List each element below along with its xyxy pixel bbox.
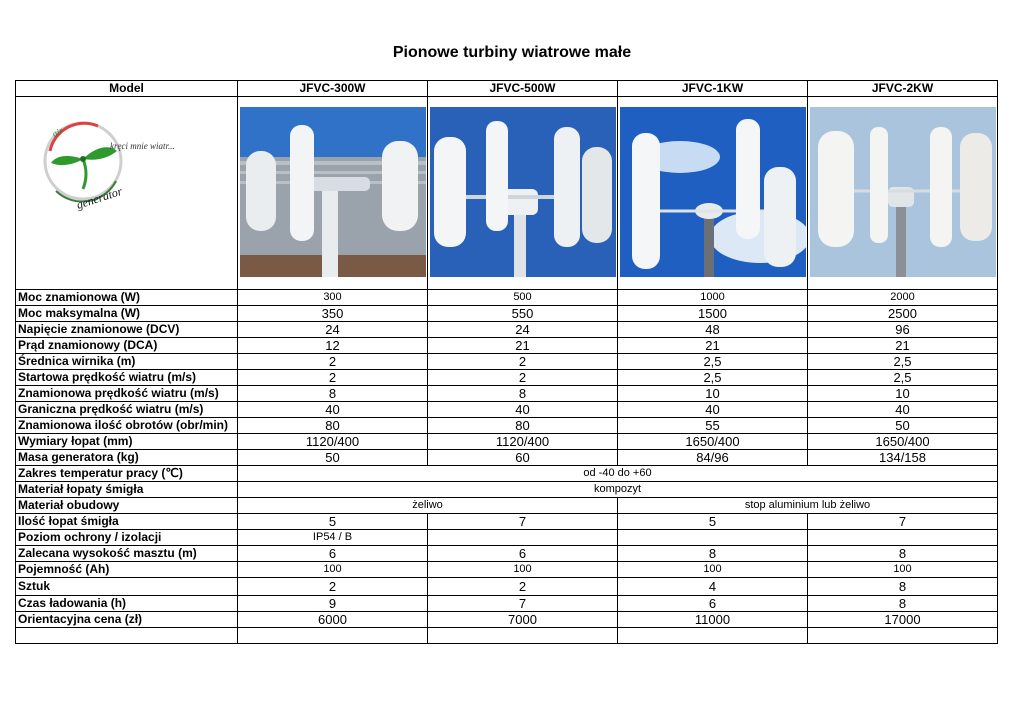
table-row — [16, 434, 998, 450]
table-cell: 2 — [428, 354, 618, 370]
table-cell: 2 — [428, 370, 618, 386]
table-row — [16, 306, 998, 322]
table-row — [16, 450, 998, 466]
turbine-image-2kw — [808, 97, 998, 290]
table-cell: 6 — [238, 546, 428, 562]
table-cell: 4 — [618, 578, 808, 596]
row-label: Sztuk — [16, 578, 238, 596]
row-label: Zakres temperatur pracy (℃) — [16, 466, 238, 482]
table-cell: 5 — [238, 514, 428, 530]
table-cell — [618, 628, 808, 644]
turbine-photo-icon — [620, 107, 806, 277]
table-cell: 10 — [808, 386, 998, 402]
table-cell — [618, 530, 808, 546]
svg-text:generator: generator — [74, 183, 124, 212]
table-cell: 80 — [428, 418, 618, 434]
table-row — [16, 530, 998, 546]
table-cell: 96 — [808, 322, 998, 338]
table-row — [16, 354, 998, 370]
table-cell: 60 — [428, 450, 618, 466]
table-row — [16, 290, 998, 306]
row-label: Zalecana wysokość masztu (m) — [16, 546, 238, 562]
table-cell: 24 — [238, 322, 428, 338]
table-cell: 2 — [238, 578, 428, 596]
table-cell: 7 — [428, 514, 618, 530]
table-cell: 48 — [618, 322, 808, 338]
table-cell: 7000 — [428, 612, 618, 628]
table-cell: 8 — [238, 386, 428, 402]
row-label: Poziom ochrony / izolacji — [16, 530, 238, 546]
table-row — [16, 498, 998, 514]
table-cell: 21 — [808, 338, 998, 354]
svg-text:air: air — [50, 125, 65, 139]
row-label: Znamionowa ilość obrotów (obr/min) — [16, 418, 238, 434]
table-cell: 5 — [618, 514, 808, 530]
svg-text:kręci mnie wiatr...: kręci mnie wiatr... — [110, 141, 175, 151]
table-cell: 24 — [428, 322, 618, 338]
table-cell: 2,5 — [808, 354, 998, 370]
table-cell: 350 — [238, 306, 428, 322]
table-cell — [16, 628, 238, 644]
image-row — [16, 97, 998, 290]
table-cell: 2000 — [808, 290, 998, 306]
table-cell: 9 — [238, 596, 428, 612]
turbine-image-1kw — [618, 97, 808, 290]
header-jfvc-500w: JFVC-500W — [428, 81, 618, 97]
table-row — [16, 402, 998, 418]
table-cell: 2 — [238, 370, 428, 386]
table-cell: 55 — [618, 418, 808, 434]
table-cell: 8 — [808, 578, 998, 596]
table-cell: 40 — [808, 402, 998, 418]
table-row — [16, 578, 998, 596]
row-label: Pojemność (Ah) — [16, 562, 238, 578]
table-cell: 7 — [808, 514, 998, 530]
table-cell: 500 — [428, 290, 618, 306]
table-row — [16, 386, 998, 402]
table-row — [16, 418, 998, 434]
row-label: Orientacyjna cena (zł) — [16, 612, 238, 628]
table-cell: 40 — [428, 402, 618, 418]
row-label: Napięcie znamionowe (DCV) — [16, 322, 238, 338]
logo-cell — [16, 97, 238, 290]
header-jfvc-1kw: JFVC-1KW — [618, 81, 808, 97]
table-cell: kompozyt — [238, 482, 998, 498]
table-cell: 2 — [238, 354, 428, 370]
row-label: Znamionowa prędkość wiatru (m/s) — [16, 386, 238, 402]
table-row — [16, 514, 998, 530]
row-label: Materiał łopaty śmigła — [16, 482, 238, 498]
air-generator-logo — [38, 111, 198, 221]
table-row — [16, 370, 998, 386]
table-cell: 1120/400 — [238, 434, 428, 450]
row-label: Wymiary łopat (mm) — [16, 434, 238, 450]
row-label: Czas ładowania (h) — [16, 596, 238, 612]
table-cell: 50 — [238, 450, 428, 466]
table-cell: 134/158 — [808, 450, 998, 466]
table-cell: 12 — [238, 338, 428, 354]
table-row — [16, 466, 998, 482]
table-cell — [808, 530, 998, 546]
table-cell: 100 — [428, 562, 618, 578]
table-row — [16, 596, 998, 612]
turbine-image-300w — [238, 97, 428, 290]
row-label: Średnica wirnika (m) — [16, 354, 238, 370]
table-cell: 40 — [238, 402, 428, 418]
header-row — [16, 81, 998, 97]
page-title: Pionowe turbiny wiatrowe małe — [392, 44, 632, 61]
header-jfvc-300w: JFVC-300W — [238, 81, 428, 97]
row-label: Graniczna prędkość wiatru (m/s) — [16, 402, 238, 418]
table-cell — [808, 628, 998, 644]
table-cell: 2,5 — [618, 370, 808, 386]
table-cell: 2 — [428, 578, 618, 596]
table-cell: 1000 — [618, 290, 808, 306]
table-cell: 1120/400 — [428, 434, 618, 450]
table-cell: 100 — [618, 562, 808, 578]
table-cell: od -40 do +60 — [238, 466, 998, 482]
table-cell: 40 — [618, 402, 808, 418]
table-row — [16, 546, 998, 562]
table-cell — [428, 530, 618, 546]
table-cell: 8 — [808, 596, 998, 612]
table-cell: stop aluminium lub żeliwo — [618, 498, 998, 514]
table-cell: 6 — [428, 546, 618, 562]
table-row — [16, 322, 998, 338]
table-cell: 84/96 — [618, 450, 808, 466]
table-cell: 100 — [808, 562, 998, 578]
table-cell: żeliwo — [238, 498, 618, 514]
table-cell: 10 — [618, 386, 808, 402]
table-cell — [238, 628, 428, 644]
turbine-photo-icon — [430, 107, 616, 277]
row-label: Materiał obudowy — [16, 498, 238, 514]
row-label: Prąd znamionowy (DCA) — [16, 338, 238, 354]
table-cell: 17000 — [808, 612, 998, 628]
row-label: Masa generatora (kg) — [16, 450, 238, 466]
table-cell: 7 — [428, 596, 618, 612]
table-cell: 550 — [428, 306, 618, 322]
header-model: Model — [16, 81, 238, 97]
table-cell — [428, 628, 618, 644]
table-cell: 2500 — [808, 306, 998, 322]
table-row — [16, 338, 998, 354]
table-cell: 6 — [618, 596, 808, 612]
table-cell: 21 — [428, 338, 618, 354]
table-cell: 6000 — [238, 612, 428, 628]
table-cell: 50 — [808, 418, 998, 434]
turbine-image-500w — [428, 97, 618, 290]
turbine-photo-icon — [810, 107, 996, 277]
table-cell: IP54 / B — [238, 530, 428, 546]
table-cell: 21 — [618, 338, 808, 354]
table-cell: 8 — [618, 546, 808, 562]
row-label: Ilość łopat śmigła — [16, 514, 238, 530]
spec-table — [15, 80, 998, 644]
table-row — [16, 562, 998, 578]
table-cell: 8 — [428, 386, 618, 402]
row-label: Moc maksymalna (W) — [16, 306, 238, 322]
table-cell: 2,5 — [808, 370, 998, 386]
table-cell: 100 — [238, 562, 428, 578]
table-row — [16, 612, 998, 628]
table-cell: 2,5 — [618, 354, 808, 370]
row-label: Startowa prędkość wiatru (m/s) — [16, 370, 238, 386]
table-cell: 11000 — [618, 612, 808, 628]
table-cell: 1650/400 — [618, 434, 808, 450]
row-label: Moc znamionowa (W) — [16, 290, 238, 306]
table-cell: 80 — [238, 418, 428, 434]
table-row — [16, 482, 998, 498]
turbine-photo-icon — [240, 107, 426, 277]
table-cell: 300 — [238, 290, 428, 306]
header-jfvc-2kw: JFVC-2KW — [808, 81, 998, 97]
table-row — [16, 628, 998, 644]
table-cell: 1500 — [618, 306, 808, 322]
table-cell: 1650/400 — [808, 434, 998, 450]
table-cell: 8 — [808, 546, 998, 562]
